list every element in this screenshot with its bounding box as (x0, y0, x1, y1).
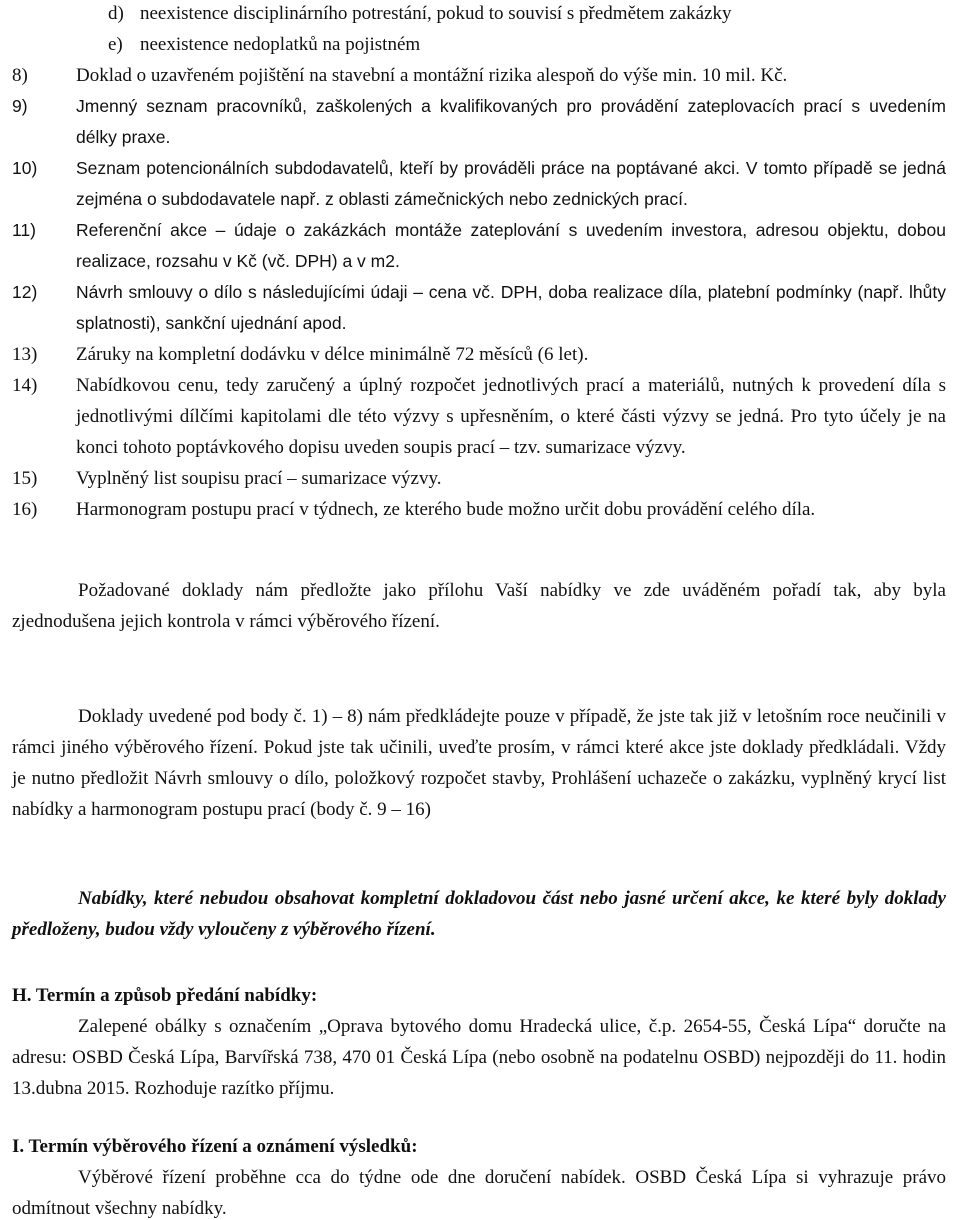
list-item (12, 91, 946, 153)
warning-paragraph (12, 883, 946, 945)
requirements-list (12, 0, 946, 525)
sublist-text: neexistence nedoplatků na pojistném (140, 34, 421, 55)
paragraph-text: Výběrové řízení proběhne cca do týdne ode dne doručení nabídek. OSBD Česká Lípa si vyhrazuje právo odmítnout všechny nabídky. (12, 1167, 946, 1219)
sublist-text: neexistence disciplinárního potrestání, pokud to souvisí s předmětem zakázky (140, 3, 732, 24)
list-number: 12) (12, 282, 38, 302)
list-text: Záruky na kompletní dodávku v délce minimálně 72 měsíců (6 let). (76, 344, 589, 365)
section-i-title: I. Termín výběrového řízení a oznámení výsledků: (12, 1136, 418, 1157)
list-number: 9) (12, 96, 28, 116)
list-number: 16) (12, 499, 38, 520)
list-item (12, 370, 946, 463)
sublist-number: d) (108, 3, 124, 24)
list-item (12, 494, 946, 525)
list-text: Doklad o uzavřeném pojištění na stavební a montážní rizika alespoň do výše min. 10 mil. Kč. (76, 65, 788, 86)
paragraph-text: Zalepené obálky s označením „Oprava bytového domu Hradecká ulice, č.p. 2654-55, Česká Lípa“ doručte na adresu: OSBD Česká Lípa, Barvířská 738, 470 01 Česká Lípa (nebo osobně na podatelnu OSBD) nejpozději do 11. hodin 13.dubna 2015. Rozhoduje razítko příjmu. (12, 1016, 946, 1099)
list-text: Návrh smlouvy o dílo s následujícími údaji – cena vč. DPH, doba realizace díla, platební podmínky (např. lhůty splatnosti), sankční ujednání apod. (76, 282, 946, 333)
list-number: 10) (12, 158, 38, 178)
list-item (12, 153, 946, 215)
paragraph-text: Požadované doklady nám předložte jako přílohu Vaší nabídky ve zde uváděném pořadí tak, aby byla zjednodušena jejich kontrola v rámci výběrového řízení. (12, 580, 946, 632)
list-item (12, 463, 946, 494)
sublist-number: e) (108, 34, 123, 55)
section-i-body (12, 1162, 946, 1220)
list-item (12, 60, 946, 91)
list-item (12, 215, 946, 277)
list-number: 14) (12, 375, 38, 396)
list-item (12, 277, 946, 339)
list-item (12, 339, 946, 370)
list-number: 15) (12, 468, 38, 489)
list-text: Referenční akce – údaje o zakázkách montáže zateplování s uvedením investora, adresou objektu, dobou realizace, rozsahu v Kč (vč. DPH) a v m2. (76, 220, 946, 271)
documents-paragraph (12, 701, 946, 825)
list-number: 13) (12, 344, 38, 365)
sublist-item (108, 0, 946, 29)
list-text: Vyplněný list soupisu prací – sumarizace výzvy. (76, 468, 442, 489)
list-number: 11) (12, 220, 36, 240)
section-h (12, 980, 946, 1104)
list-number: 8) (12, 65, 28, 86)
list-text: Harmonogram postupu prací v týdnech, ze kterého bude možno určit dobu provádění celého díla. (76, 499, 816, 520)
section-i (12, 1131, 946, 1220)
section-h-body (12, 1011, 946, 1104)
section-h-title: H. Termín a způsob předání nabídky: (12, 985, 318, 1006)
paragraph-text: Doklady uvedené pod body č. 1) – 8) nám předkládejte pouze v případě, že jste tak již v letošním roce neučinili v rámci jiného výběrového řízení. Pokud jste tak učinili, uveďte prosím, v rámci které akce jste doklady předkládali. Vždy je nutno předložit Návrh smlouvy o dílo, položkový rozpočet stavby, Prohlášení uchazeče o zakázku, vyplněný krycí list nabídky a harmonogram postupu prací (body č. 9 – 16) (12, 706, 946, 820)
paragraph-text: Nabídky, které nebudou obsahovat kompletní dokladovou část nebo jasné určení akce, ke které byly doklady předloženy, budou vždy vyloučeny z výběrového řízení. (12, 888, 946, 940)
list-text: Nabídkovou cenu, tedy zaručený a úplný rozpočet jednotlivých prací a materiálů, nutných k provedení díla s jednotlivými dílčími kapitolami dle této výzvy s upřesněním, o které části výzvy se jedná. Pro tyto účely je na konci tohoto poptávkového dopisu uveden soupis prací – tzv. sumarizace výzvy. (76, 375, 946, 458)
list-text: Jmenný seznam pracovníků, zaškolených a kvalifikovaných pro provádění zateplovacích prací s uvedením délky praxe. (76, 96, 946, 147)
required-documents-paragraph (12, 575, 946, 637)
list-text: Seznam potencionálních subdodavatelů, kteří by prováděli práce na poptávané akci. V tomto případě se jedná zejména o subdodavatele např. z oblasti zámečnických nebo zednických prací. (76, 158, 946, 209)
sublist-item (108, 29, 946, 60)
